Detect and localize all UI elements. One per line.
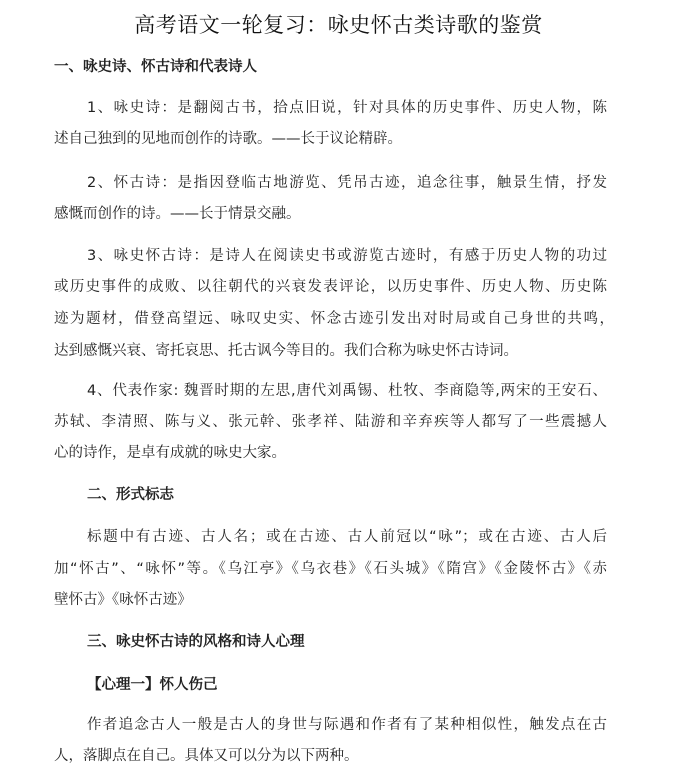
paragraph-line: 述自己独到的见地而创作的诗歌。——长于议论精辟。 <box>54 131 402 147</box>
paragraph-line: 加“怀古”、“咏怀”等。《乌江亭》《乌衣巷》《石头城》《隋宫》《金陵怀古》《赤 <box>54 561 607 577</box>
section-heading-1: 一、咏史诗、怀古诗和代表诗人 <box>54 59 257 75</box>
paragraph-line: 感慨而创作的诗。——长于情景交融。 <box>54 206 301 222</box>
paragraph-line: 迹为题材，借登高望远、咏叹史实、怀念古迹引发出对时局或自己身世的共鸣， <box>54 311 614 327</box>
paragraph-line: 2、怀古诗：是指因登临古地游览、凭吊古迹，追念往事，触景生情，抒发 <box>87 175 607 191</box>
paragraph-line: 心的诗作，是卓有成就的咏史大家。 <box>54 445 286 461</box>
paragraph-line: 达到感慨兴衰、寄托哀思、托古讽今等目的。我们合称为咏史怀古诗词。 <box>54 343 518 359</box>
section-heading-2: 二、形式标志 <box>87 487 174 503</box>
section-heading-3: 三、咏史怀古诗的风格和诗人心理 <box>87 634 305 650</box>
paragraph-line: 人，落脚点在自己。具体又可以分为以下两种。 <box>54 748 359 764</box>
subheading: 【心理一】怀人伤己 <box>87 677 218 693</box>
paragraph-line: 1、咏史诗：是翻阅古书，拾点旧说，针对具体的历史事件、历史人物，陈 <box>87 100 607 116</box>
paragraph-line: 壁怀古》《咏怀古迹》 <box>54 592 192 608</box>
paragraph-line: 或历史事件的成败、以往朝代的兴衰发表评论，以历史事件、历史人物、历史陈 <box>54 279 607 295</box>
paragraph-line: 标题中有古迹、古人名；或在古迹、古人前冠以“咏”；或在古迹、古人后 <box>87 529 607 545</box>
paragraph-line: 4、代表作家: 魏晋时期的左思,唐代刘禹锡、杜牧、李商隐等,两宋的王安石、 <box>87 383 607 399</box>
paragraph-line: 3、咏史怀古诗：是诗人在阅读史书或游览古迹时，有感于历史人物的功过 <box>87 248 607 264</box>
document-title: 高考语文一轮复习：咏史怀古类诗歌的鉴赏 <box>134 13 543 37</box>
paragraph-line: 作者追念古人一般是古人的身世与际遇和作者有了某种相似性，触发点在古 <box>87 717 607 733</box>
paragraph-line: 苏轼、李清照、陈与义、张元幹、张孝祥、陆游和辛弃疾等人都写了一些震撼人 <box>54 414 607 430</box>
